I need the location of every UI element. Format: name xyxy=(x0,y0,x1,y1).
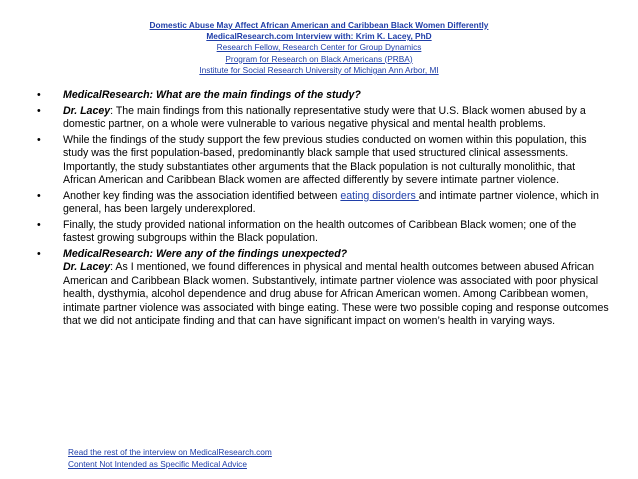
bullet-marker: • xyxy=(37,104,41,117)
list-item xyxy=(37,105,609,132)
answer-1-text: : The main findings from this nationally representative study were that U.S. Black women abused by a domestic partner, on a whole were vulnerable to various negative physical and mental health problems. xyxy=(63,104,586,131)
article-footer xyxy=(68,447,272,470)
paragraph-2: While the findings of the study support the few previous studies conducted on women within this population, this study was the first population-based, predominantly black sample that used structured clinical assessments. Importantly, the study substantiates other arguments that the Black population is not culturally monolithic, that African American and Caribbean Black women are affected differently by severe intimate partner violence. xyxy=(63,133,587,187)
list-item xyxy=(37,248,609,328)
paragraph-3-end: and intimate partner violence, which in general, has been largely underexplored. xyxy=(63,189,599,216)
list-item xyxy=(37,134,609,188)
paragraph-3-start: Another key finding was the association identified between xyxy=(63,189,341,202)
institute-link[interactable]: Institute for Social Research University of Michigan Ann Arbor, MI xyxy=(199,64,439,75)
list-item xyxy=(37,89,609,102)
prba-link[interactable]: Program for Research on Black Americans (PRBA) xyxy=(225,53,413,64)
question-2: MedicalResearch: Were any of the findings unexpected? xyxy=(63,247,348,260)
eating-disorders-link[interactable]: eating disorders xyxy=(340,189,419,202)
answer-1-speaker: Dr. Lacey xyxy=(63,104,111,117)
interview-bullet-list xyxy=(37,89,609,331)
article-title-link[interactable]: Domestic Abuse May Affect African American and Caribbean Black Women Differently xyxy=(149,20,489,30)
bullet-marker: • xyxy=(37,218,41,231)
research-center-link[interactable]: Research Fellow, Research Center for Group Dynamics xyxy=(216,42,422,53)
bullet-marker: • xyxy=(37,89,41,101)
medical-disclaimer-link[interactable]: Content Not Intended as Specific Medical Advice xyxy=(68,458,247,469)
answer-2-speaker: Dr. Lacey xyxy=(63,261,111,274)
paragraph-4: Finally, the study provided national information on the health outcomes of Caribbean Black women; one of the fastest growing subgroups within the Black population. xyxy=(63,218,577,245)
article-header xyxy=(0,20,638,76)
list-item xyxy=(37,190,609,217)
interview-link[interactable]: MedicalResearch.com Interview with: Krim K. Lacey, PhD xyxy=(206,31,432,42)
bullet-marker: • xyxy=(37,247,41,260)
list-item xyxy=(37,219,609,246)
bullet-marker: • xyxy=(37,189,41,202)
bullet-marker: • xyxy=(37,133,41,146)
read-more-link[interactable]: Read the rest of the interview on MedicalResearch.com xyxy=(68,447,272,457)
question-1: MedicalResearch: What are the main findings of the study? xyxy=(63,89,361,101)
answer-2-text: : As I mentioned, we found differences in physical and mental health outcomes between abused African American and Caribbean Black women. Substantively, intimate partner violence was associated with poor physical health, dysthymia, alcohol dependence and drug abuse for African American women. Among Caribbean women, intimate partner violence was associated with binge eating. These were two possible coping and response outcomes that we did not anticipate finding and that can have significant impact on women’s health in varying ways. xyxy=(63,261,609,327)
